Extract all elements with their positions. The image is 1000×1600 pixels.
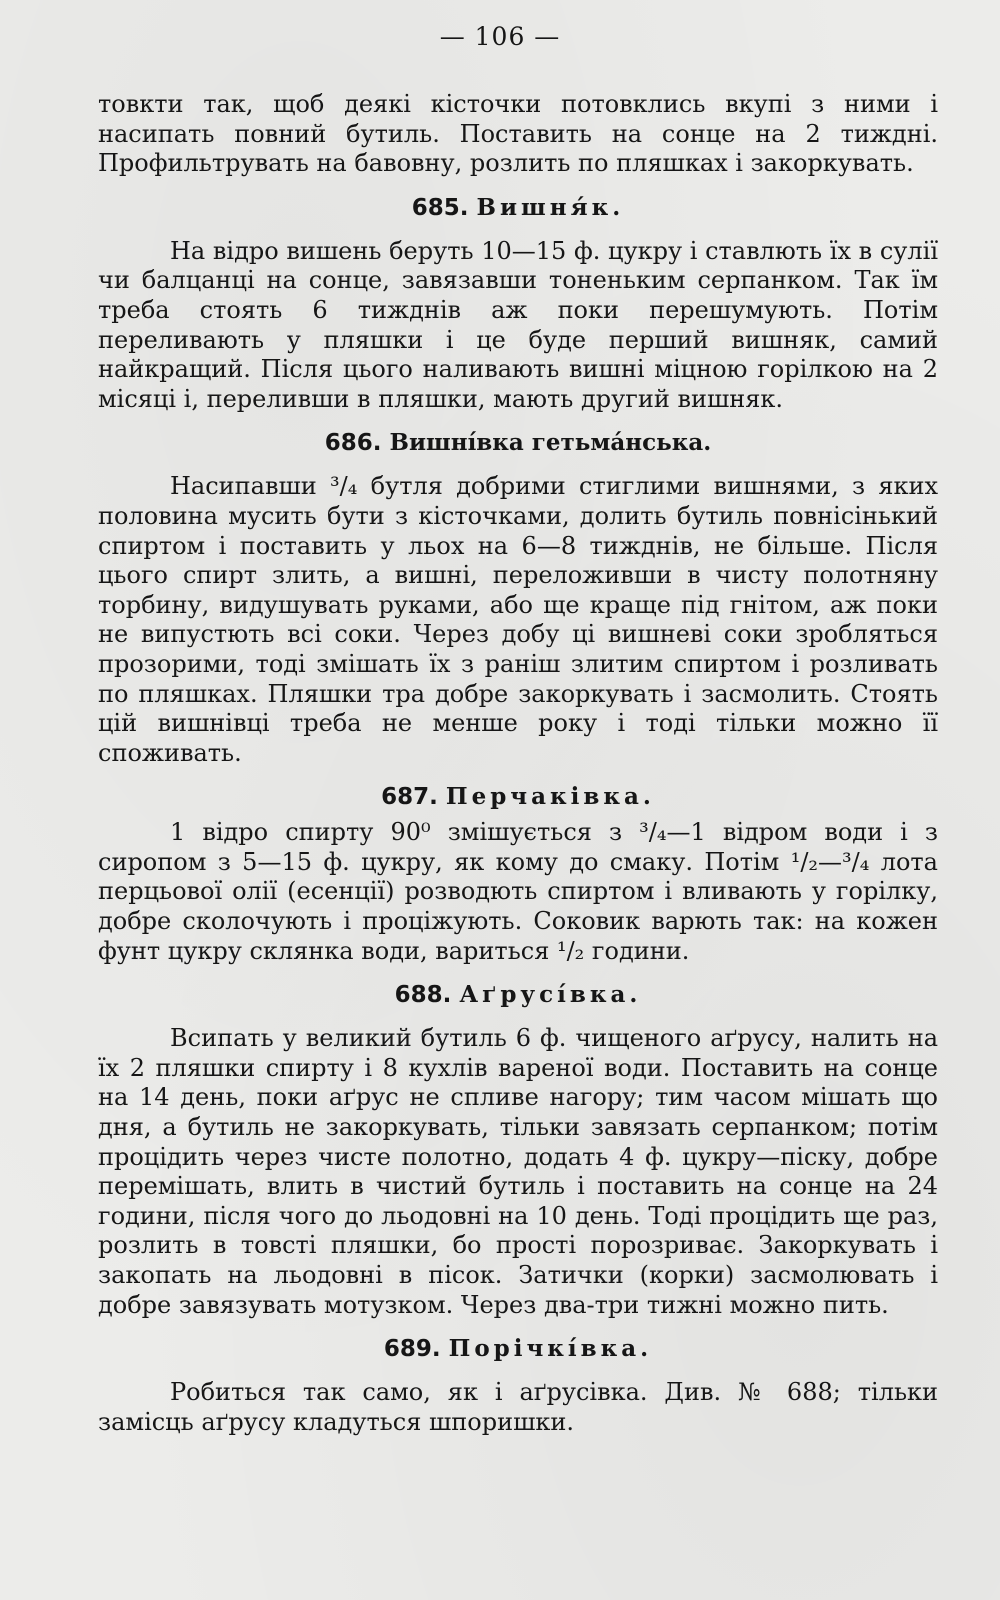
recipe-title: Вишня́к. — [476, 193, 625, 221]
recipe-title: Вишні́вка гетьма́нська. — [389, 429, 712, 457]
recipe-body: Всипать у великий бутиль 6 ф. чищеного аґрусу, налить на їх 2 пляшки спирту і 8 кухлів вареної води. Поставить на сонце на 14 день, поки аґрус не спливе нагору; тим часом мішать що дня, а бутиль не закоркувать, тільки завязать серпанком; потім процідить через чисте полотно, додать 4 ф. цукру—піску, добре перемішать, влить в чистий бутиль і поставить на сонце на 24 години, після чого до льодовні на 10 день. Тоді процідить ще раз, розлить в товсті пляшки, бо прості порозриває. Закоркувать і закопать на льодовні в пісок. Затички (корки) засмолювать і добре завязувать мотузком. Через два-три тижні можно пить. — [98, 1024, 938, 1319]
recipe-heading — [98, 980, 938, 1010]
recipe-number: 688. — [394, 982, 452, 1009]
recipe-heading — [98, 428, 938, 458]
recipe-number: 686. — [324, 430, 382, 457]
recipe-body: Насипавши ³/₄ бутля добрими стиглими вишнями, з яких половина мусить бути з кісточками, долить бутиль повнісінький спиртом і поставить у льох на 6—8 тижднів, не більше. Після цього спирт злить, а вишні, переложивши в чисту полотняну торбину, видушувать руками, або ще краще під гнітом, аж поки не випустють всі соки. Через добу ці вишневі соки зробляться прозорими, тоді змішать їх з раніш злитим спиртом і розливать по пляшках. Пляшки тра добре закоркувать і засмолить. Стоять цій вишнівці треба не менше року і тоді тільки можно її споживать. — [98, 472, 938, 767]
intro-paragraph: товкти так, щоб деякі кісточки потовклись вкупі з ними і насипать повний бутиль. Поставить на сонце на 2 тиждні. Профильтрувать на бавовну, розлить по пляшках і закоркувать. — [98, 90, 938, 178]
recipe-686 — [98, 428, 938, 768]
recipe-685 — [98, 193, 938, 415]
recipe-body: 1 відро спирту 90⁰ змішується з ³/₄—1 відром води і з сиропом з 5—15 ф. цукру, як кому до смаку. Потім ¹/₂—³/₄ лота перцьової олії (есенції) розводють спиртом і вливають у горілку, добре сколочують і проціжують. Соковик варють так: на кожен фунт цукру склянка води, вариться ¹/₂ години. — [98, 818, 938, 965]
recipe-688 — [98, 980, 938, 1320]
page-number: — 106 — — [439, 22, 561, 51]
recipe-title: Аґрусі́вка. — [459, 981, 642, 1009]
text-column — [98, 90, 938, 1437]
recipe-687 — [98, 782, 938, 966]
recipe-title: Перчаківка. — [445, 783, 655, 811]
recipe-title: Порічкі́вка. — [448, 1335, 653, 1363]
recipe-heading — [98, 1334, 938, 1364]
recipe-number: 689. — [383, 1336, 441, 1363]
recipe-heading — [98, 193, 938, 223]
recipe-heading — [98, 782, 938, 812]
recipe-body: Робиться так само, як і аґрусівка. Див. № 688; тільки замісць аґрусу кладуться шпоришки. — [98, 1378, 938, 1436]
recipe-number: 685. — [411, 194, 469, 221]
recipe-689 — [98, 1334, 938, 1437]
recipe-body: На відро вишень беруть 10—15 ф. цукру і ставлють їх в сулії чи балцанці на сонце, завязавши тоненьким серпанком. Так їм треба стоять 6 тижднів аж поки перешумують. Потім переливають у пляшки і це буде перший вишняк, самий найкращий. Після цього наливають вишні міцною горілкою на 2 місяці і, переливши в пляшки, мають другий вишняк. — [98, 236, 938, 413]
recipe-number: 687. — [381, 784, 438, 811]
